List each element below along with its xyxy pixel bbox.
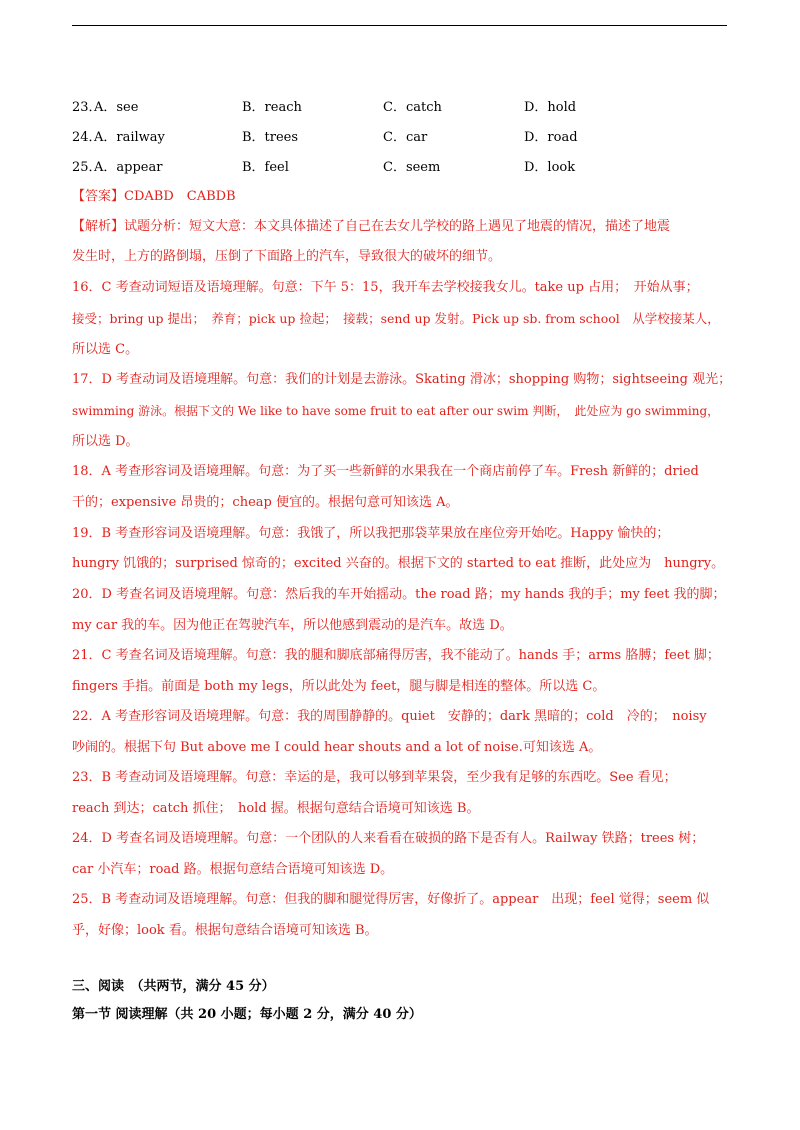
analysis-line: 吵闹的。根据下句 But above me I could hear shouts and a lot of noise.可知该选 A。 xyxy=(72,740,602,755)
question-number: 23． xyxy=(72,100,102,115)
analysis-line: reach 到达；catch 抓住； hold 握。根据句意结合语境可知该选 B。 xyxy=(72,801,480,816)
analysis-line: 乎，好像；look 看。根据句意结合语境可知该选 B。 xyxy=(72,923,378,938)
subsection-heading: 第一节 阅读理解（共 20 小题；每小题 2 分，满分 40 分） xyxy=(72,1007,422,1022)
question-number: 25． xyxy=(72,160,102,175)
analysis-line: 所以选 C。 xyxy=(72,342,139,357)
analysis-line: fingers 手指。前面是 both my legs，所以此处为 feet，腿与脚是相连的整体。所以选 C。 xyxy=(72,679,606,694)
analysis-line: 接受；bring up 提出； 养育；pick up 捡起； 接载；send up 发射。Pick up sb. from school 从学校接某人， xyxy=(72,311,720,326)
header-rule xyxy=(72,25,727,26)
option-c: C．car xyxy=(383,130,428,145)
answer-value: CDABD CABDB xyxy=(124,189,236,204)
analysis-line: swimming 游泳。根据下文的 We like to have some fruit to eat after our swim 判断， 此处应为 go swimming， xyxy=(72,404,720,418)
option-c: C．seem xyxy=(383,160,441,175)
analysis-line: 16．C 考查动词短语及语境理解。句意：下午 5：15，我开车去学校接我女儿。take up 占用； 开始从事； xyxy=(72,280,699,295)
option-b: B．feel xyxy=(242,160,289,175)
analysis-line: hungry 饥饿的；surprised 惊奇的；excited 兴奋的。根据下文的 started to eat 推断，此处应为 hungry。 xyxy=(72,556,725,571)
analysis-line: 22．A 考查形容词及语境理解。句意：我的周围静静的。quiet 安静的；dark 黑暗的；cold 冷的； noisy xyxy=(72,709,707,724)
question-number: 24． xyxy=(72,130,102,145)
analysis-line: 20．D 考查名词及语境理解。句意：然后我的车开始摇动。the road 路；my hands 我的手；my feet 我的脚； xyxy=(72,587,726,602)
analysis-line: 19．B 考查形容词及语境理解。句意：我饿了，所以我把那袋苹果放在座位旁开始吃。Happy 愉快的； xyxy=(72,526,670,541)
analysis-line: my car 我的车。因为他正在驾驶汽车，所以他感到震动的是汽车。故选 D。 xyxy=(72,618,513,633)
analysis-line: 干的；expensive 昂贵的；cheap 便宜的。根据句意可知该选 A。 xyxy=(72,495,459,510)
analysis-line: 25．B 考查动词及语境理解。句意：但我的脚和腿觉得厉害，好像折了。appear 出现；feel 觉得；seem 似 xyxy=(72,892,710,907)
option-d: D．look xyxy=(524,160,576,175)
option-d: D．road xyxy=(524,130,578,145)
option-b: B．trees xyxy=(242,130,299,145)
option-d: D．hold xyxy=(524,100,577,115)
option-a: A．appear xyxy=(94,160,163,175)
analysis-line: 【解析】试题分析：短文大意：本文具体描述了自己在去女儿学校的路上遇见了地震的情况，描述了地震 xyxy=(72,219,671,234)
answer-line xyxy=(72,187,732,207)
analysis-line: 所以选 D。 xyxy=(72,434,139,449)
analysis-line: 发生时，上方的路倒塌，压倒了下面路上的汽车，导致很大的破坏的细节。 xyxy=(72,249,502,264)
option-c: C．catch xyxy=(383,100,442,115)
analysis-line: 23．B 考查动词及语境理解。句意：幸运的是，我可以够到苹果袋，至少我有足够的东西吃。See 看见； xyxy=(72,770,677,785)
analysis-line: 21．C 考查名词及语境理解。句意：我的腿和脚底部痛得厉害，我不能动了。hands 手；arms 胳膊；feet 脚； xyxy=(72,648,720,663)
analysis-line: 24．D 考查名词及语境理解。句意：一个团队的人来看看在破损的路下是否有人。Railway 铁路；trees 树； xyxy=(72,831,705,846)
answer-label: 【答案】 xyxy=(72,189,125,204)
option-b: B．reach xyxy=(242,100,302,115)
option-a: A．railway xyxy=(94,130,165,145)
analysis-line: 17．D 考查动词及语境理解。句意：我们的计划是去游泳。Skating 滑冰；shopping 购物；sightseeing 观光； xyxy=(72,372,732,387)
section-heading: 三、阅读 （共两节，满分 45 分） xyxy=(72,979,275,994)
analysis-line: car 小汽车；road 路。根据句意结合语境可知该选 D。 xyxy=(72,862,394,877)
analysis-line: 18．A 考查形容词及语境理解。句意：为了买一些新鲜的水果我在一个商店前停了车。Fresh 新鲜的；dried xyxy=(72,464,699,479)
option-a: A．see xyxy=(94,100,139,115)
